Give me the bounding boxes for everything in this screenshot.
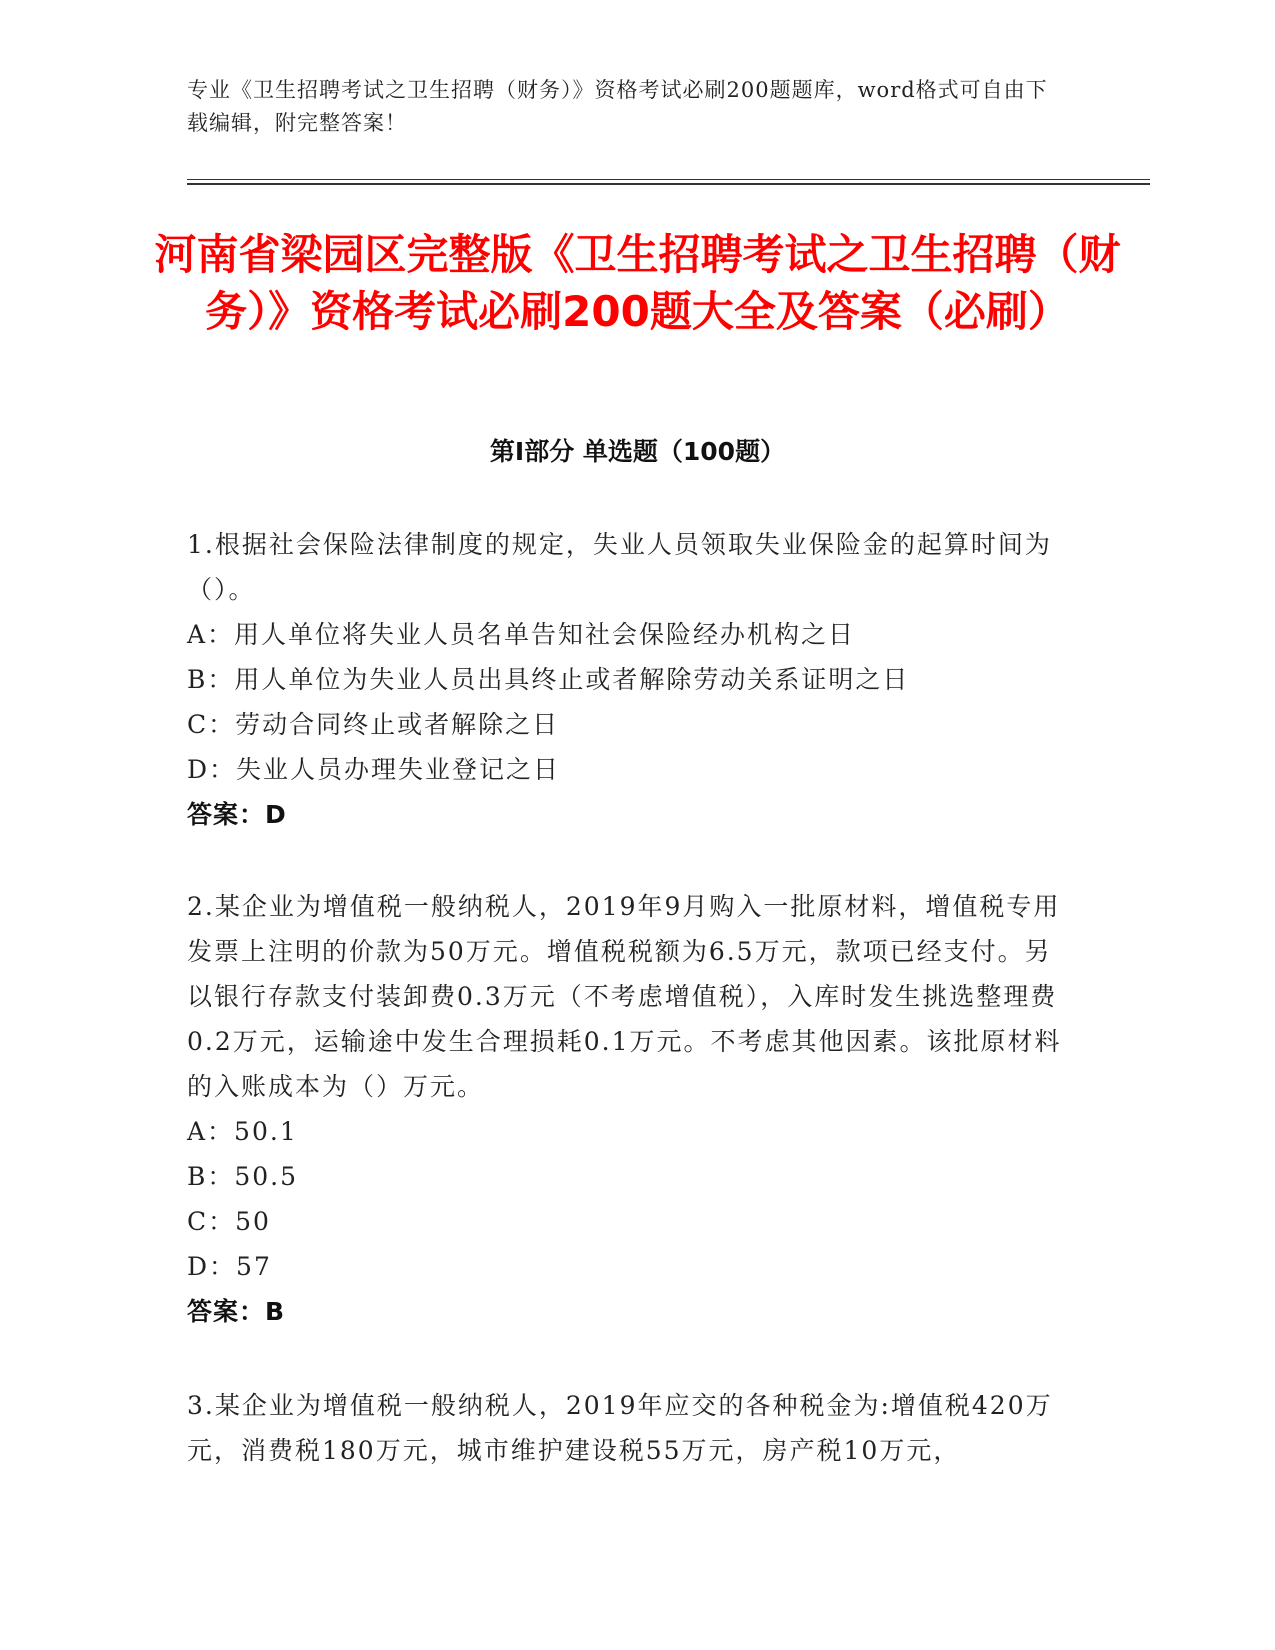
header-divider-thick — [187, 183, 1150, 185]
option-a: A：50.1 — [187, 1117, 298, 1146]
question-stem: 2.某企业为增值税一般纳税人，2019年9月购入一批原材料，增值税专用发票上注明的价款为50万元。增值税税额为6.5万元，款项已经支付。另以银行存款支付装卸费0.3万元（不考虑增值税），入库时发生挑选整理费0.2万元，运输途中发生合理损耗0.1万元。不考虑其他因素。该批原材料的入账成本为（）万元。 — [187, 892, 1062, 1101]
option-a: A：用人单位将失业人员名单告知社会保险经办机构之日 — [187, 620, 856, 649]
header-note: 专业《卫生招聘考试之卫生招聘（财务）》资格考试必刷200题题库，word格式可自由下载编辑，附完整答案！ — [187, 78, 1048, 135]
section-title: 第I部分 单选题（100题） — [489, 437, 786, 466]
header-divider-thin — [187, 179, 1150, 180]
option-b: B：用人单位为失业人员出具终止或者解除劳动关系证明之日 — [187, 665, 910, 694]
question-1 — [187, 522, 1077, 837]
document-title: 河南省梁园区完整版《卫生招聘考试之卫生招聘（财务）》资格考试必刷200题大全及答案（必刷） — [154, 230, 1121, 336]
option-c: C：50 — [187, 1207, 271, 1236]
answer-label: 答案：D — [187, 800, 287, 829]
option-c: C：劳动合同终止或者解除之日 — [187, 710, 560, 739]
question-2 — [187, 884, 1077, 1334]
question-stem: 1.根据社会保险法律制度的规定，失业人员领取失业保险金的起算时间为（）。 — [187, 530, 1052, 604]
option-d: D：57 — [187, 1252, 272, 1281]
option-d: D：失业人员办理失业登记之日 — [187, 755, 561, 784]
option-b: B：50.5 — [187, 1162, 299, 1191]
question-3 — [187, 1383, 1077, 1473]
answer-label: 答案：B — [187, 1297, 286, 1326]
question-stem: 3.某企业为增值税一般纳税人，2019年应交的各种税金为:增值税420万元，消费税180万元，城市维护建设税55万元，房产税10万元， — [187, 1391, 1053, 1465]
